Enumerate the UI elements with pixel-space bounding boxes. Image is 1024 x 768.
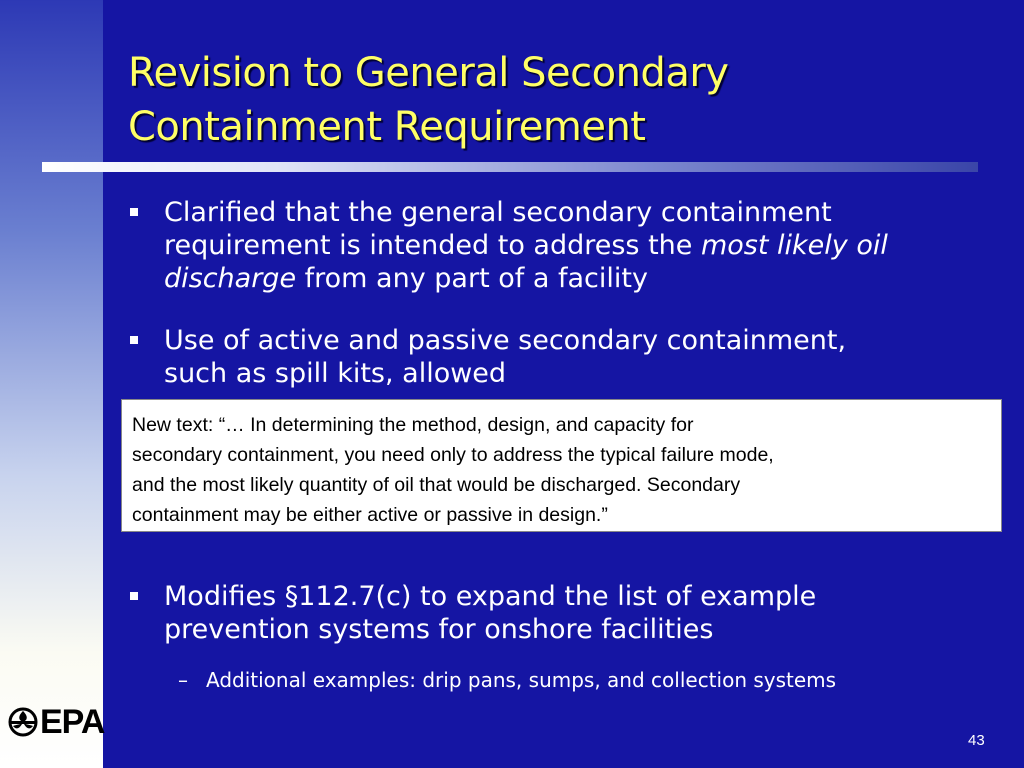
bullet-clarified [130, 196, 990, 295]
square-bullet-icon [130, 208, 138, 216]
bullet-2-line-1: Use of active and passive secondary containment, [164, 325, 847, 356]
bullet-1-line-1: Clarified that the general secondary containment [164, 197, 832, 228]
bullet-1-line-3 [130, 262, 990, 295]
title-underline [42, 162, 978, 172]
new-text-quote-box [121, 399, 1002, 532]
bullet-1-emphasis-2: discharge [164, 263, 297, 294]
bullet-1-line-2 [130, 229, 990, 262]
bullet-1-line-2-text: requirement is intended to address the [164, 230, 701, 261]
quote-line-4: containment may be either active or passive in design.” [132, 504, 608, 526]
quote-line-3: and the most likely quantity of oil that would be discharged. Secondary [132, 474, 741, 496]
quote-line-1: New text: “… In determining the method, design, and capacity for [132, 414, 694, 436]
epa-logo [8, 702, 104, 742]
square-bullet-icon [130, 592, 138, 600]
bullet-1-line-3-text: from any part of a facility [296, 263, 648, 294]
dash-bullet: – [178, 668, 188, 692]
sub-bullet-examples [178, 666, 836, 694]
slide-title-line-2: Containment Requirement [128, 104, 646, 150]
slide-title [128, 46, 988, 154]
bullet-3-line-1: Modifies §112.7(c) to expand the list of example [164, 581, 817, 612]
bullet-2-line-2: such as spill kits, allowed [164, 358, 507, 389]
bullet-3-line-2: prevention systems for onshore facilities [164, 614, 714, 645]
sidebar-gradient [0, 0, 103, 768]
epa-logo-text: EPA [40, 702, 105, 741]
bullet-active-passive [130, 324, 990, 390]
slide-title-line-1: Revision to General Secondary [128, 50, 729, 96]
bullet-1-emphasis-1: most likely oil [700, 230, 888, 261]
bullet-modifies [130, 580, 990, 646]
sub-bullet-text: Additional examples: drip pans, sumps, and collection systems [206, 668, 837, 692]
epa-flower-icon [8, 707, 38, 737]
quote-line-2: secondary containment, you need only to address the typical failure mode, [132, 444, 774, 466]
square-bullet-icon [130, 336, 138, 344]
page-number: 43 [968, 732, 985, 749]
